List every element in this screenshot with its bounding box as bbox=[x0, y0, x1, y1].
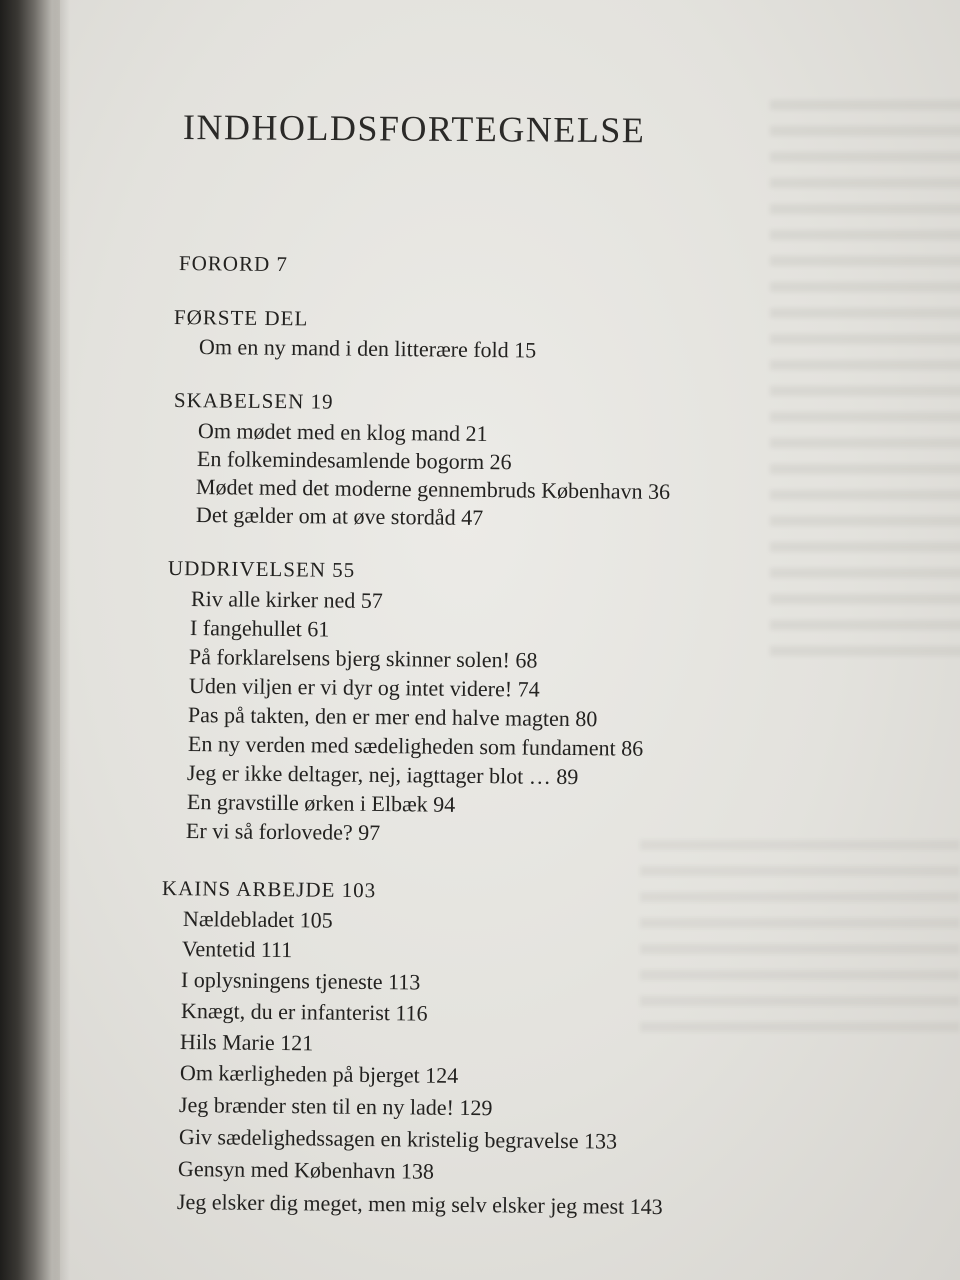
toc-section-heading: FØRSTE DEL bbox=[173, 305, 309, 331]
toc-entry: I fangehullet 61 bbox=[189, 615, 330, 642]
toc-entry: En ny verden med sædeligheden som fundament 86 bbox=[187, 731, 644, 761]
toc-entry: Ventetid 111 bbox=[181, 936, 293, 963]
toc-entry: På forklarelsens bjerg skinner solen! 68 bbox=[188, 644, 538, 673]
toc-entry: Nældebladet 105 bbox=[182, 906, 333, 933]
toc-entry: Det gælder om at øve stordåd 47 bbox=[195, 502, 484, 531]
toc-entry: Gensyn med København 138 bbox=[177, 1156, 435, 1184]
toc-entry: Pas på takten, den er mer end halve magten 80 bbox=[187, 702, 598, 732]
toc-entry: Om mødet med en klog mand 21 bbox=[197, 418, 488, 447]
toc-entry: Knægt, du er infanterist 116 bbox=[180, 998, 428, 1026]
toc-entry: Hils Marie 121 bbox=[179, 1029, 314, 1056]
toc-entry: Om en ny mand i den litterære fold 15 bbox=[198, 334, 537, 363]
toc-entry: Riv alle kirker ned 57 bbox=[190, 586, 383, 614]
toc-entry: Om kærligheden på bjerget 124 bbox=[179, 1060, 459, 1088]
toc-entry: I oplysningens tjeneste 113 bbox=[180, 967, 421, 995]
toc-entry: En gravstille ørken i Elbæk 94 bbox=[186, 789, 456, 817]
page-title: INDHOLDSFORTEGNELSE bbox=[182, 107, 646, 151]
toc-entry: Jeg er ikke deltager, nej, iagttager blot … 89 bbox=[186, 760, 579, 790]
toc-entry: Jeg elsker dig meget, men mig selv elsker jeg mest 143 bbox=[176, 1189, 663, 1220]
toc-entry: Mødet med det moderne gennembruds København 36 bbox=[195, 474, 671, 504]
toc-entry: Giv sædelighedssagen en kristelig begravelse 133 bbox=[178, 1124, 618, 1154]
toc-section-heading: FORORD 7 bbox=[178, 251, 289, 277]
toc-entry: Er vi så forlovede? 97 bbox=[185, 818, 381, 846]
toc-section-heading: UDDRIVELSEN 55 bbox=[167, 556, 356, 582]
toc-entry: Uden viljen er vi dyr og intet videre! 74 bbox=[188, 673, 540, 702]
toc-section-heading: SKABELSEN 19 bbox=[173, 388, 334, 414]
toc-section-heading: KAINS ARBEJDE 103 bbox=[161, 876, 377, 903]
toc-entry: Jeg brænder sten til en ny lade! 129 bbox=[178, 1092, 493, 1121]
toc-entry: En folkemindesamlende bogorm 26 bbox=[196, 446, 512, 475]
